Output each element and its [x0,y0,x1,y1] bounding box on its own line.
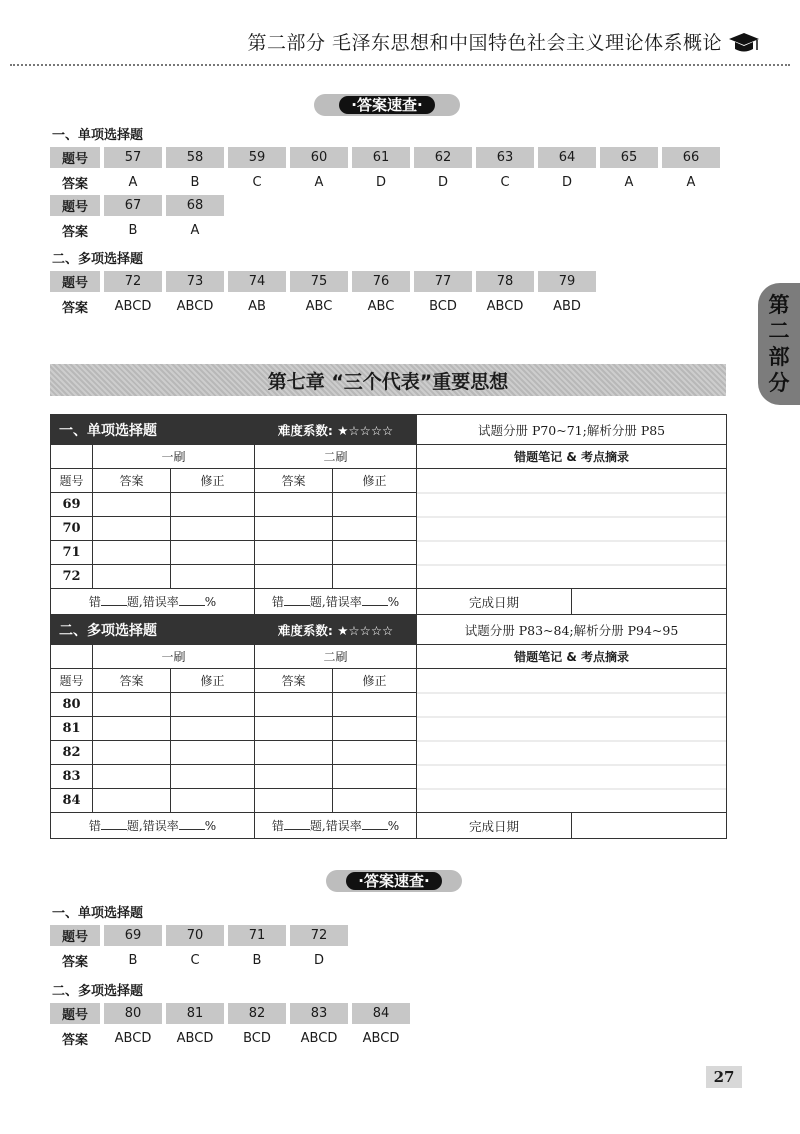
answer-entry-cell[interactable] [93,693,171,717]
section-label-single: 一、单项选择题 [52,128,144,143]
row-number-cell [51,789,93,813]
question-number-cell: 72 [104,271,162,292]
correction-entry-cell[interactable] [333,717,417,741]
answer-cell: BCD [243,1030,271,1046]
question-number-row [50,1002,414,1026]
question-number-row [50,194,724,218]
graduation-cap-icon [728,30,760,56]
correction-entry-cell[interactable] [333,541,417,565]
completion-date-label: 完成日期 [469,594,520,610]
question-number-cell: 71 [228,925,286,946]
correction-entry-cell[interactable] [171,541,255,565]
answer-entry-cell[interactable] [255,517,333,541]
question-number-cell: 80 [104,1003,162,1024]
row-number-cell [51,541,93,565]
answer-cell: ABC [367,298,395,314]
completion-date-entry[interactable] [572,589,727,615]
answer-cell: ABCD [114,298,152,314]
answer-cell: D [561,174,572,190]
answer-cell: ABCD [176,298,214,314]
answer-cell: C [500,174,510,190]
question-number-cell: 72 [290,925,348,946]
section-label-single: 一、单项选择题 [52,906,144,921]
answer-cell: A [686,174,696,190]
blank-underline [362,595,388,606]
rate-text: % [204,595,217,609]
answer-cell: A [190,222,200,238]
correction-entry-cell[interactable] [333,741,417,765]
question-number-cell: 74 [228,271,286,292]
answer-quick-check-heading [314,94,460,116]
page-reference: 试题分册 P70~71;解析分册 P85 [477,422,666,438]
rate-text: % [204,819,217,833]
answer-entry-cell[interactable] [93,789,171,813]
blank-underline [179,819,205,830]
question-number-cell: 81 [166,1003,224,1024]
second-pass-header [255,645,417,669]
question-number-cell: 79 [538,271,596,292]
question-number-cell: 66 [662,147,720,168]
answer-cell: D [437,174,448,190]
question-number-cell: 70 [166,925,224,946]
correction-entry-cell[interactable] [171,517,255,541]
chapter-title: 第七章 “三个代表”重要思想 [267,370,509,393]
section-label-multi: 二、多项选择题 [52,984,144,999]
col-label: 题号 [59,674,84,688]
question-number: 82 [62,745,81,760]
answer-entry-cell[interactable] [255,789,333,813]
col-label: 修正 [200,674,225,688]
col-label: 答案 [119,474,144,488]
correction-entry-cell[interactable] [171,693,255,717]
answer-cell: D [313,952,324,968]
answer-entry-cell[interactable] [93,717,171,741]
notes-area[interactable] [417,469,727,589]
rate-text: 题,错误率 [309,819,362,833]
col-answer [255,669,333,693]
notes-header [417,645,727,669]
question-number-row [50,146,724,170]
correction-entry-cell[interactable] [333,765,417,789]
col-label: 题号 [59,474,84,488]
correction-entry-cell[interactable] [171,717,255,741]
rate-text: % [387,595,400,609]
answer-cell: BCD [429,298,457,314]
page-reference-cell [417,615,727,645]
question-number-cell: 58 [166,147,224,168]
table-title-cell [51,615,255,645]
answer-grid-multi [50,270,600,318]
correction-entry-cell[interactable] [333,517,417,541]
col-label: 答案 [281,474,306,488]
answer-row [50,294,600,318]
answer-entry-cell[interactable] [93,741,171,765]
answer-cell: ABCD [300,1030,338,1046]
answer-cell: ABCD [176,1030,214,1046]
question-number-cell: 83 [290,1003,348,1024]
row-number-cell [51,717,93,741]
col-label: 答案 [119,674,144,688]
blank-underline [179,595,205,606]
col-label: 修正 [362,474,387,488]
question-number-cell: 64 [538,147,596,168]
rate-text: 错 [271,819,284,833]
blank-underline [284,819,310,830]
rate-text: 题,错误率 [126,819,179,833]
correction-entry-cell[interactable] [333,693,417,717]
answer-cell: ABCD [486,298,524,314]
correction-entry-cell[interactable] [171,741,255,765]
col-label: 修正 [362,674,387,688]
answer-cell: ABCD [362,1030,400,1046]
question-number-cell: 82 [228,1003,286,1024]
answer-entry-cell[interactable] [255,541,333,565]
answer-grid-single [50,146,724,242]
question-number-cell: 77 [414,271,472,292]
answer-cell: A [128,174,138,190]
answer-cell: ABCD [114,1030,152,1046]
answer-cell: B [190,174,200,190]
question-number: 71 [62,545,81,560]
answer-label: 答案 [61,176,88,192]
question-number-cell: 76 [352,271,410,292]
blank-underline [101,595,127,606]
question-number-cell: 75 [290,271,348,292]
answer-cell: AB [248,298,266,314]
answer-label: 答案 [61,1032,88,1048]
correction-entry-cell[interactable] [171,565,255,589]
question-number: 70 [62,521,81,536]
second-pass-header [255,445,417,469]
answer-cell: C [190,952,200,968]
answer-entry-cell[interactable] [93,493,171,517]
page-reference: 试题分册 P83~84;解析分册 P94~95 [464,622,679,638]
rate-text: 题,错误率 [309,595,362,609]
section-label-multi: 二、多项选择题 [52,252,144,267]
table-title-cell [51,415,255,445]
col-correction [333,469,417,493]
correction-entry-cell[interactable] [171,789,255,813]
question-number-cell: 68 [166,195,224,216]
side-tab-char: 部 [768,345,790,369]
second-pass-label: 二刷 [323,650,348,664]
question-number-cell: 59 [228,147,286,168]
error-rate-first-pass [51,813,255,839]
col-question-number [51,669,93,693]
answer-entry-cell[interactable] [255,565,333,589]
rate-text: 题,错误率 [126,595,179,609]
question-number-cell: 67 [104,195,162,216]
question-number-cell: 57 [104,147,162,168]
row-number-cell [51,741,93,765]
answer-entry-cell[interactable] [255,765,333,789]
first-pass-header [93,645,255,669]
col-question-number [51,469,93,493]
answer-entry-cell[interactable] [93,565,171,589]
error-record-table [50,414,727,839]
completion-date-label-cell [417,813,572,839]
correction-entry-cell[interactable] [333,789,417,813]
question-number: 83 [62,769,81,784]
side-tab-char: 二 [768,318,790,343]
question-number: 81 [62,721,81,736]
completion-date-entry[interactable] [572,813,727,839]
answer-grid-single [50,924,352,972]
question-number-label: 题号 [50,271,100,292]
completion-date-label-cell [417,589,572,615]
question-number-cell: 60 [290,147,348,168]
answer-label: 答案 [61,954,88,970]
answer-entry-cell[interactable] [93,517,171,541]
question-number-cell: 63 [476,147,534,168]
answer-cell: ABD [553,298,581,314]
question-number: 84 [62,793,81,808]
notes-label: 错题笔记 & 考点摘录 [514,450,629,464]
col-correction [171,469,255,493]
row-number-cell [51,765,93,789]
question-number: 69 [62,497,81,512]
blank-underline [284,595,310,606]
blank-underline [101,819,127,830]
col-label: 答案 [281,674,306,688]
answer-entry-cell[interactable] [255,493,333,517]
question-number-cell: 61 [352,147,410,168]
running-header-title: 第二部分 毛泽东思想和中国特色社会主义理论体系概论 [247,32,722,54]
question-number: 80 [62,697,81,712]
difficulty-cell [255,615,417,645]
notes-header [417,445,727,469]
col-label: 修正 [200,474,225,488]
question-number-cell: 84 [352,1003,410,1024]
first-pass-header [93,445,255,469]
second-pass-label: 二刷 [323,450,348,464]
difficulty-rating: 难度系数: ★☆☆☆☆ [277,422,394,438]
answer-row [50,948,352,972]
correction-entry-cell[interactable] [171,493,255,517]
question-number-cell: 69 [104,925,162,946]
correction-entry-cell[interactable] [171,765,255,789]
page-number: 27 [706,1066,742,1088]
answer-entry-cell[interactable] [93,765,171,789]
chapter-banner [50,364,726,396]
answer-cell: A [314,174,324,190]
row-number-cell [51,693,93,717]
question-number-label: 题号 [50,195,100,216]
question-number-row [50,924,352,948]
rate-text: 错 [88,595,101,609]
correction-entry-cell[interactable] [333,565,417,589]
question-number-cell: 78 [476,271,534,292]
col-answer [255,469,333,493]
question-number-label: 题号 [50,147,100,168]
answer-entry-cell[interactable] [255,717,333,741]
col-correction [333,669,417,693]
difficulty-cell [255,415,417,445]
answer-cell: B [128,952,138,968]
question-number-row [50,270,600,294]
completion-date-label: 完成日期 [469,818,520,834]
header-divider [10,64,790,66]
side-tab-char: 分 [768,371,790,396]
table-title: 二、多项选择题 [59,622,157,639]
question-number-label: 题号 [50,1003,100,1024]
answer-quick-check-heading [326,870,462,892]
answer-label: 答案 [61,300,88,316]
col-answer [93,669,171,693]
answer-cell: B [128,222,138,238]
answer-cell: B [252,952,262,968]
answer-cell: ABC [305,298,333,314]
answer-entry-cell[interactable] [255,741,333,765]
side-section-tab [758,283,800,405]
row-number-cell [51,565,93,589]
blank-cell [51,645,93,669]
answer-label: 答案 [61,224,88,240]
rate-text: 错 [88,819,101,833]
answer-row [50,170,724,194]
answer-entry-cell[interactable] [93,541,171,565]
difficulty-rating: 难度系数: ★☆☆☆☆ [277,622,394,638]
answer-grid-multi [50,1002,414,1050]
answer-row [50,1026,414,1050]
question-number-label: 题号 [50,925,100,946]
rate-text: % [387,819,400,833]
correction-entry-cell[interactable] [333,493,417,517]
rate-text: 错 [271,595,284,609]
error-rate-first-pass [51,589,255,615]
col-correction [171,669,255,693]
first-pass-label: 一刷 [161,450,186,464]
notes-area[interactable] [417,669,727,813]
answer-entry-cell[interactable] [255,693,333,717]
answer-row [50,218,724,242]
question-number-cell: 62 [414,147,472,168]
answer-cell: C [252,174,262,190]
answer-cell: D [375,174,386,190]
heading-text: ·答案速查· [346,872,441,890]
notes-label: 错题笔记 & 考点摘录 [514,650,629,664]
first-pass-label: 一刷 [161,650,186,664]
table-title: 一、单项选择题 [59,422,157,439]
col-answer [93,469,171,493]
blank-underline [362,819,388,830]
blank-cell [51,445,93,469]
row-number-cell [51,493,93,517]
heading-text: ·答案速查· [339,96,434,114]
question-number-cell: 73 [166,271,224,292]
answer-cell: A [624,174,634,190]
error-rate-second-pass [255,589,417,615]
page-reference-cell [417,415,727,445]
side-tab-char: 第 [768,292,790,317]
error-rate-second-pass [255,813,417,839]
question-number: 72 [62,569,81,584]
question-number-cell: 65 [600,147,658,168]
row-number-cell [51,517,93,541]
